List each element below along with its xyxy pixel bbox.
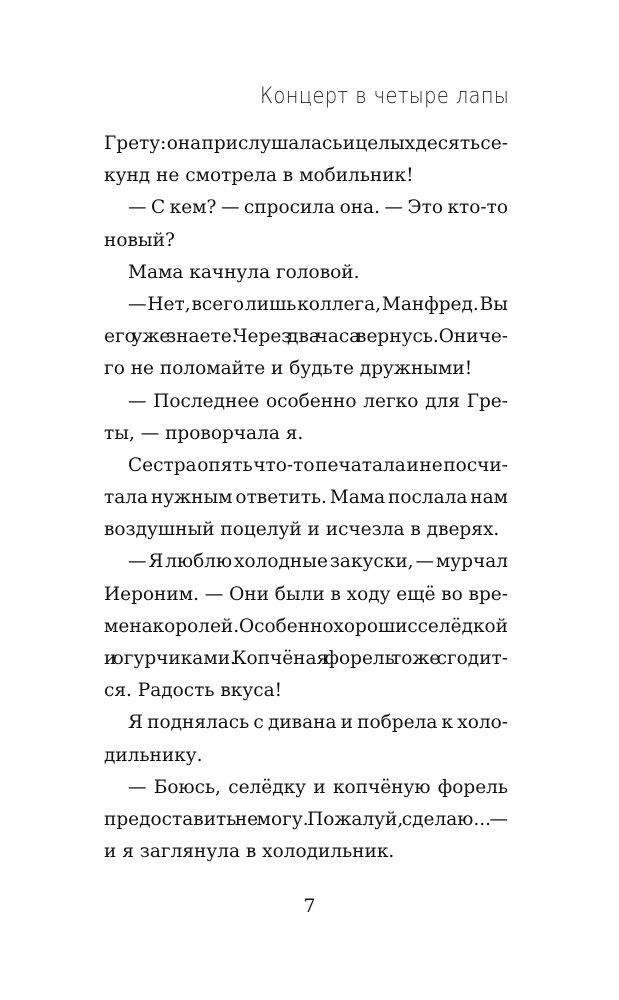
text-line-content: предоставить не могу. Пожалуй, сделаю... — <box>104 808 508 830</box>
text-line <box>104 321 508 353</box>
text-line <box>104 482 508 514</box>
text-line-content: — Нет, всего лишь коллега, Манфред. Вы <box>128 293 508 315</box>
text-line-content: и огурчиками. Копчёная форель тоже сгодит- <box>104 648 509 669</box>
text-line <box>104 836 508 868</box>
text-line <box>104 128 508 160</box>
text-line <box>104 289 508 321</box>
text-line <box>104 804 508 836</box>
text-line-content: — Я люблю холодные закуски, — мурчал <box>128 551 509 573</box>
text-line-content: Мама качнула головой. <box>128 261 360 283</box>
text-line <box>104 643 508 675</box>
text-line-content: кунд не смотрела в мобильник! <box>104 165 414 187</box>
text-line-content: тала нужным ответить. Мама послала нам <box>104 487 508 509</box>
text-line <box>104 450 508 482</box>
text-line <box>104 675 508 707</box>
text-line <box>104 160 508 192</box>
body-text <box>104 128 508 868</box>
text-line-content: мена королей. Особенно хороши с селёдкой <box>104 615 508 637</box>
text-line-content: дильнику. <box>104 744 203 766</box>
text-line-content: — Последнее особенно легко для Гре- <box>128 390 508 412</box>
text-line-content: Я поднялась с дивана и побрела к холо- <box>128 712 509 734</box>
text-line <box>104 740 508 772</box>
text-line <box>104 514 508 546</box>
text-line-content: новый? <box>104 229 175 251</box>
text-line <box>104 192 508 224</box>
text-line <box>104 546 508 578</box>
text-line-content: его уже знаете. Через два часа вернусь.Ониче- <box>104 326 509 348</box>
text-line <box>104 353 508 385</box>
text-line-content: ся. Радость вкуса! <box>104 680 283 702</box>
text-line <box>104 418 508 450</box>
text-line <box>104 386 508 418</box>
text-line <box>104 257 508 289</box>
text-line-content: воздушный поцелуй и исчезла в дверях. <box>104 519 500 541</box>
running-head: Концерт в четыре лапы <box>259 84 509 109</box>
text-line <box>104 707 508 739</box>
text-line <box>104 225 508 257</box>
page-number: 7 <box>303 895 316 917</box>
text-line-content: ты, — проворчала я. <box>104 422 304 444</box>
text-line-content: и я заглянула в холодильник. <box>104 841 395 863</box>
text-line <box>104 579 508 611</box>
text-line-content: Грету: она прислушалась и целых десять се- <box>104 133 508 154</box>
text-line-content: Иероним. — Они были в ходу ещё во вре- <box>104 583 508 605</box>
text-line-content: — С кем? — спросила она. — Это кто-то <box>128 197 509 219</box>
text-line <box>104 611 508 643</box>
text-line-content: Сестра опять что-то печатала и не посчи- <box>128 454 508 476</box>
text-line-content: го не поломайте и будьте дружными! <box>104 358 473 380</box>
text-line-content: — Боюсь, селёдку и копчёную форель <box>128 776 508 798</box>
text-line <box>104 772 508 804</box>
